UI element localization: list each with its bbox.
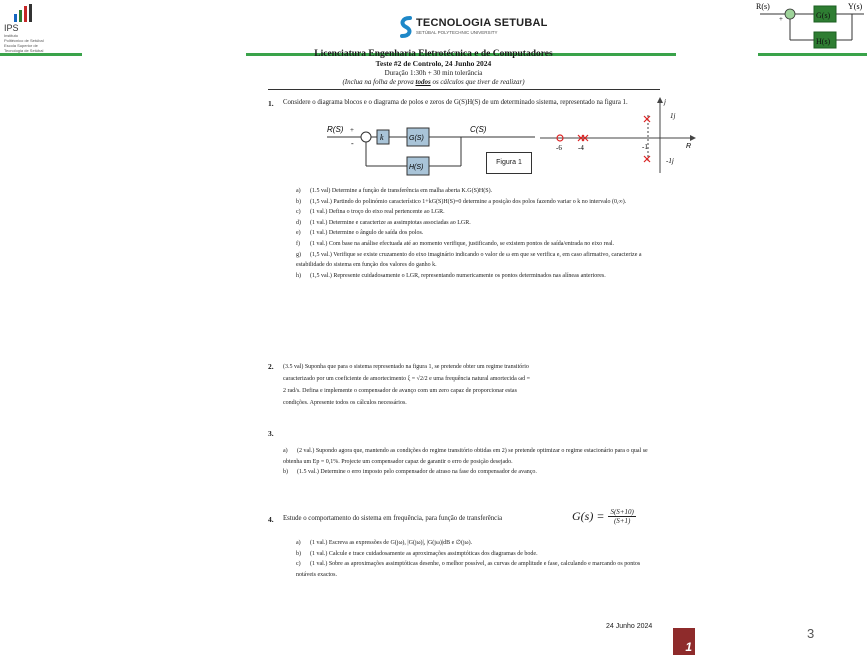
item-text: (1.5 val.) Determine o erro imposto pelo compensador de atraso na fase do compensador de avanço.	[297, 469, 537, 476]
q4-number: 4.	[268, 515, 274, 524]
minus-one-label: -1	[642, 143, 648, 151]
formula-fraction	[608, 508, 635, 525]
q4-item-a	[296, 538, 660, 549]
one-j-label: 1j	[670, 112, 676, 120]
imag-axis-label: j	[664, 98, 666, 106]
item-label: e)	[296, 230, 301, 237]
q2-line: 2 rad/s. Defina e implemente o compensador de avanço com um zero capaz de proporcionar estas	[283, 388, 517, 394]
q1-number: 1.	[268, 99, 274, 108]
formula-num: S(S+10)	[610, 507, 634, 516]
ips-line: Instituto	[4, 33, 19, 38]
corner-output-label: Y(s)	[848, 2, 863, 11]
pole-zero-map	[540, 95, 700, 175]
instructions-note	[0, 78, 867, 86]
q1-item-d	[296, 218, 660, 229]
corner-h-label: H(s)	[816, 37, 831, 46]
corner-sum-sign: +	[779, 15, 783, 23]
q4-item-b	[296, 549, 660, 560]
corner-g-label: G(s)	[816, 11, 831, 20]
q1-item-e	[296, 228, 660, 239]
q3-items	[283, 446, 659, 478]
item-label: a)	[283, 448, 288, 454]
item-label: c)	[296, 209, 301, 216]
zero-value-label: -6	[556, 144, 562, 152]
item-text: (1.5 val) Determine a função de transferência em malha aberta K.G(S)H(S).	[310, 188, 493, 194]
pole-upper	[644, 116, 650, 122]
item-text: (1,5 val.) Verifique se existe cruzamento do eixo imaginário indicando o valor de ω em que se verifica e, em caso afirmativo, caracterize a estabilidade do sistema em função dos valores do ganho k.	[296, 251, 642, 269]
q2-line: condições. Apresente todos os cálculos necessários.	[283, 400, 407, 406]
course-title: Licenciatura Engenharia Eletrotécnica e de Computadores	[314, 49, 553, 59]
ips-line: Politécnico de Setúbal	[4, 38, 44, 43]
minus-one-j-label: -1j	[666, 157, 674, 165]
footer-date: 24 Junho 2024	[606, 623, 653, 630]
item-label: f)	[296, 240, 300, 247]
item-label: c)	[296, 561, 301, 568]
item-text: (1 val.) Sobre as aproximações assimptóticas desenhe, o melhor possível, as curvas de amplitude e fase, calculando e marcando os pontos notáveis exactos.	[296, 561, 641, 578]
item-label: g)	[296, 251, 301, 258]
feedback-label: H(S)	[409, 164, 424, 171]
item-label: b)	[296, 550, 301, 557]
duration: Duração 1:30h + 30 min tolerância	[384, 69, 483, 77]
q1-item-h	[296, 271, 660, 282]
tech-subtitle: SETÚBAL POLYTECHNIC UNIVERSITY	[416, 30, 498, 35]
gain-label: k	[380, 133, 384, 142]
page-box: 1	[673, 628, 695, 655]
q4-item-c	[296, 559, 660, 580]
ips-line: Tecnologia de Setúbal	[4, 48, 44, 53]
block-input-label: R(S)	[327, 125, 344, 134]
block-minus: -	[351, 139, 354, 148]
item-text: (1,5 val.) Represente cuidadosamente o LGR, representando numericamente os pontos determinados nas alíneas anteriores.	[310, 272, 606, 279]
q3-item-a	[283, 446, 659, 467]
q3-item-b	[283, 467, 659, 478]
item-text: (1 val.) Com base na análise efectuada até ao momento verifique, justificando, se existem pontos de saída/entrada no eixo real.	[310, 240, 615, 247]
item-label: d)	[296, 219, 301, 226]
q4-items	[296, 538, 660, 580]
item-label: b)	[283, 469, 288, 476]
pole-lower	[644, 156, 650, 162]
sum-junction	[361, 132, 371, 142]
q1-item-g	[296, 250, 660, 271]
q1-item-f	[296, 239, 660, 250]
item-text: (2 val.) Supondo agora que, mantendo as condições do regime transitório obtidas em 2) se pretende optimizar o regime estacionário para o qual se obtenha um Ep = 0,1%. Projecte um compensador capaz de garantir o erro de posição desejado.	[283, 448, 648, 465]
formula-lhs: G(s) =	[572, 508, 605, 523]
item-label: b)	[296, 198, 301, 205]
q1-item-a	[296, 186, 660, 197]
q4-formula	[572, 507, 636, 525]
item-text: (1 val.) Determine o ângulo de saída dos polos.	[310, 230, 424, 237]
test-title: Teste #2 de Controlo, 24 Junho 2024	[375, 59, 492, 68]
ips-line: Escola Superior de	[4, 43, 38, 48]
q2-line: caracterizado por um coeficiente de amortecimento ξ = √2/2 e uma frequência natural amortecida ωd =	[283, 376, 531, 382]
corner-input-label: R(s)	[756, 2, 770, 11]
item-text: (1 val.) Escreva as expressões de G(jω), |G(jω)|, |G(jω)|dB e ∅(jω).	[310, 540, 473, 546]
q2-number: 2.	[268, 362, 274, 371]
note-bold: todos	[415, 78, 431, 86]
block-output-label: C(S)	[470, 125, 487, 134]
item-text: (1,5 val.) Partindo do polinómio característico 1+kG(S)H(S)=0 determine a posição dos polos fazendo variar o k no intervalo (0,∞).	[310, 198, 627, 205]
formula-den: (S+1)	[613, 516, 631, 525]
figure1-label: Figura 1	[486, 152, 532, 174]
tech-title: TECNOLOGIA SETUBAL	[416, 17, 548, 29]
item-label: a)	[296, 188, 301, 194]
q1-item-c	[296, 207, 660, 218]
title-rule	[268, 89, 660, 90]
item-text: (1 val.) Determine e caracterize as assimptotas associadas ao LGR.	[310, 219, 471, 226]
q1-text: Considere o diagrama blocos e o diagrama de polos e zeros de G(S)H(S) de um determinado sistema, representado na figura 1.	[283, 99, 628, 106]
item-text: (1 val.) Defina o troço do eixo real pertencente ao LGR.	[310, 209, 445, 216]
q2-text	[283, 361, 659, 409]
ips-label: IPS	[4, 23, 19, 33]
q1-item-b	[296, 197, 660, 208]
real-axis-label: R	[686, 143, 692, 150]
corner-sum-node	[785, 9, 795, 19]
item-label: h)	[296, 272, 301, 279]
pole-value-label: -4	[578, 144, 584, 152]
forward-label: G(S)	[409, 135, 424, 142]
tech-setubal-logo	[398, 16, 414, 38]
q2-line: (3.5 val) Suponha que para o sistema representado na figura 1, se pretende obter um regime transitório	[283, 364, 529, 370]
item-label: a)	[296, 540, 301, 546]
item-text: (1 val.) Calcule e trace cuidadosamente as aproximações assimptóticas dos diagramas de bode.	[310, 550, 538, 557]
q3-number: 3.	[268, 429, 274, 438]
note-suffix: os cálculos que tiver de realizar)	[430, 78, 525, 86]
note-prefix: (Inclua na folha de prova	[342, 78, 416, 86]
q1-items	[296, 186, 660, 281]
page-number: 3	[807, 626, 815, 641]
block-plus: +	[350, 126, 354, 134]
q4-text: Estude o comportamento do sistema em frequência, para função de transferência	[283, 515, 503, 522]
